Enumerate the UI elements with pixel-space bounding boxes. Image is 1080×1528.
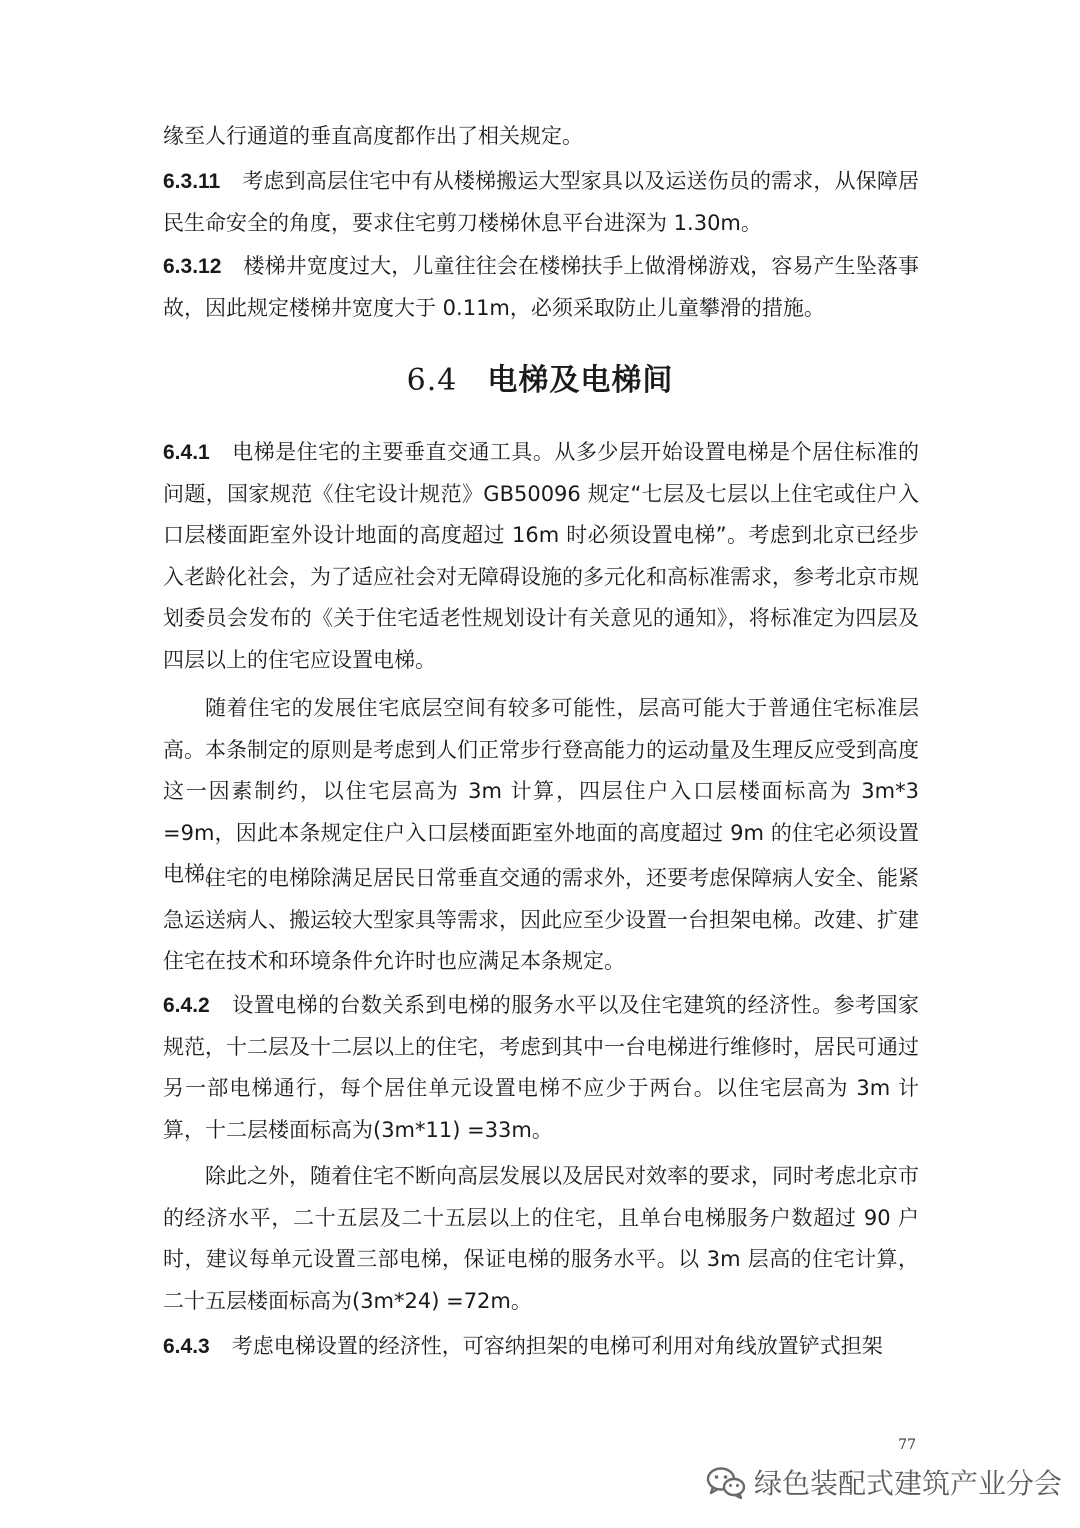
section-title: 电梯及电梯间 bbox=[487, 363, 674, 398]
clause-6-4-1 bbox=[163, 432, 919, 681]
paragraph-text: 缘至人行通道的垂直高度都作出了相关规定。 bbox=[163, 124, 583, 148]
paragraph-text: 随着住宅的发展住宅底层空间有较多可能性，层高可能大于普通住宅标准层高。本条制定的原则是考虑到人们正常步行登高能力的运动量及生理反应受到高度这一因素制约，以住宅层高为 3m 计算，四层住户入口层楼面标高为 3m*3 =9m，因此本条规定住户入口层楼面距室外地面的高度超过 9m 的住宅必须设置电梯。 bbox=[163, 696, 919, 886]
watermark-text: 绿色装配式建筑产业分会 bbox=[754, 1467, 1063, 1500]
clause-6-4-3 bbox=[163, 1326, 919, 1368]
page-number: 77 bbox=[898, 1437, 916, 1453]
clause-number: 6.4.3 bbox=[163, 1335, 210, 1358]
clause-number: 6.3.11 bbox=[163, 170, 221, 193]
paragraph bbox=[163, 1156, 919, 1322]
paragraph-continuation bbox=[163, 116, 919, 158]
clause-6-3-11 bbox=[163, 161, 919, 244]
paragraph-text: 除此之外，随着住宅不断向高层发展以及居民对效率的要求，同时考虑北京市的经济水平，二十五层及二十五层以上的住宅，且单台电梯服务户数超过 90 户时，建议每单元设置三部电梯，保证电梯的服务水平。以 3m 层高的住宅计算，二十五层楼面标高为(3m*24) =72m。 bbox=[163, 1164, 919, 1313]
clause-text: 电梯是住宅的主要垂直交通工具。从多少层开始设置电梯是个居住标准的问题，国家规范《住宅设计规范》GB50096 规定“七层及七层以上住宅或住户入口层楼面距室外设计地面的高度超过 16m 时必须设置电梯”。考虑到北京已经步入老龄化社会，为了适应社会对无障碍设施的多元化和高标准需求，参考北京市规划委员会发布的《关于住宅适老性规划设计有关意见的通知》，将标准定为四层及四层以上的住宅应设置电梯。 bbox=[163, 440, 919, 672]
clause-6-4-2 bbox=[163, 985, 919, 1151]
clause-text: 考虑到高层住宅中有从楼梯搬运大型家具以及运送伤员的需求，从保障居民生命安全的角度，要求住宅剪刀楼梯休息平台进深为 1.30m。 bbox=[163, 169, 919, 235]
paragraph-text: 住宅的电梯除满足居民日常垂直交通的需求外，还要考虑保障病人安全、能紧急运送病人、搬运较大型家具等需求，因此应至少设置一台担架电梯。改建、扩建住宅在技术和环境条件允许时也应满足本条规定。 bbox=[163, 866, 919, 973]
clause-number: 6.3.12 bbox=[163, 255, 222, 278]
clause-number: 6.4.2 bbox=[163, 994, 210, 1017]
paragraph bbox=[163, 858, 919, 983]
clause-text: 楼梯井宽度过大，儿童往往会在楼梯扶手上做滑梯游戏，容易产生坠落事故，因此规定楼梯井宽度大于 0.11m，必须采取防止儿童攀滑的措施。 bbox=[163, 254, 919, 320]
clause-number: 6.4.1 bbox=[163, 441, 210, 464]
section-heading bbox=[0, 356, 1080, 406]
clause-text: 设置电梯的台数关系到电梯的服务水平以及住宅建筑的经济性。参考国家规范，十二层及十二层以上的住宅，考虑到其中一台电梯进行维修时，居民可通过另一部电梯通行，每个居住单元设置电梯不应少于两台。以住宅层高为 3m 计算，十二层楼面标高为(3m*11) =33m。 bbox=[163, 993, 919, 1142]
watermark bbox=[706, 1462, 1062, 1502]
clause-text: 考虑电梯设置的经济性，可容纳担架的电梯可利用对角线放置铲式担架 bbox=[231, 1334, 883, 1358]
section-number: 6.4 bbox=[406, 363, 458, 398]
wechat-icon bbox=[706, 1465, 746, 1499]
clause-6-3-12 bbox=[163, 246, 919, 329]
